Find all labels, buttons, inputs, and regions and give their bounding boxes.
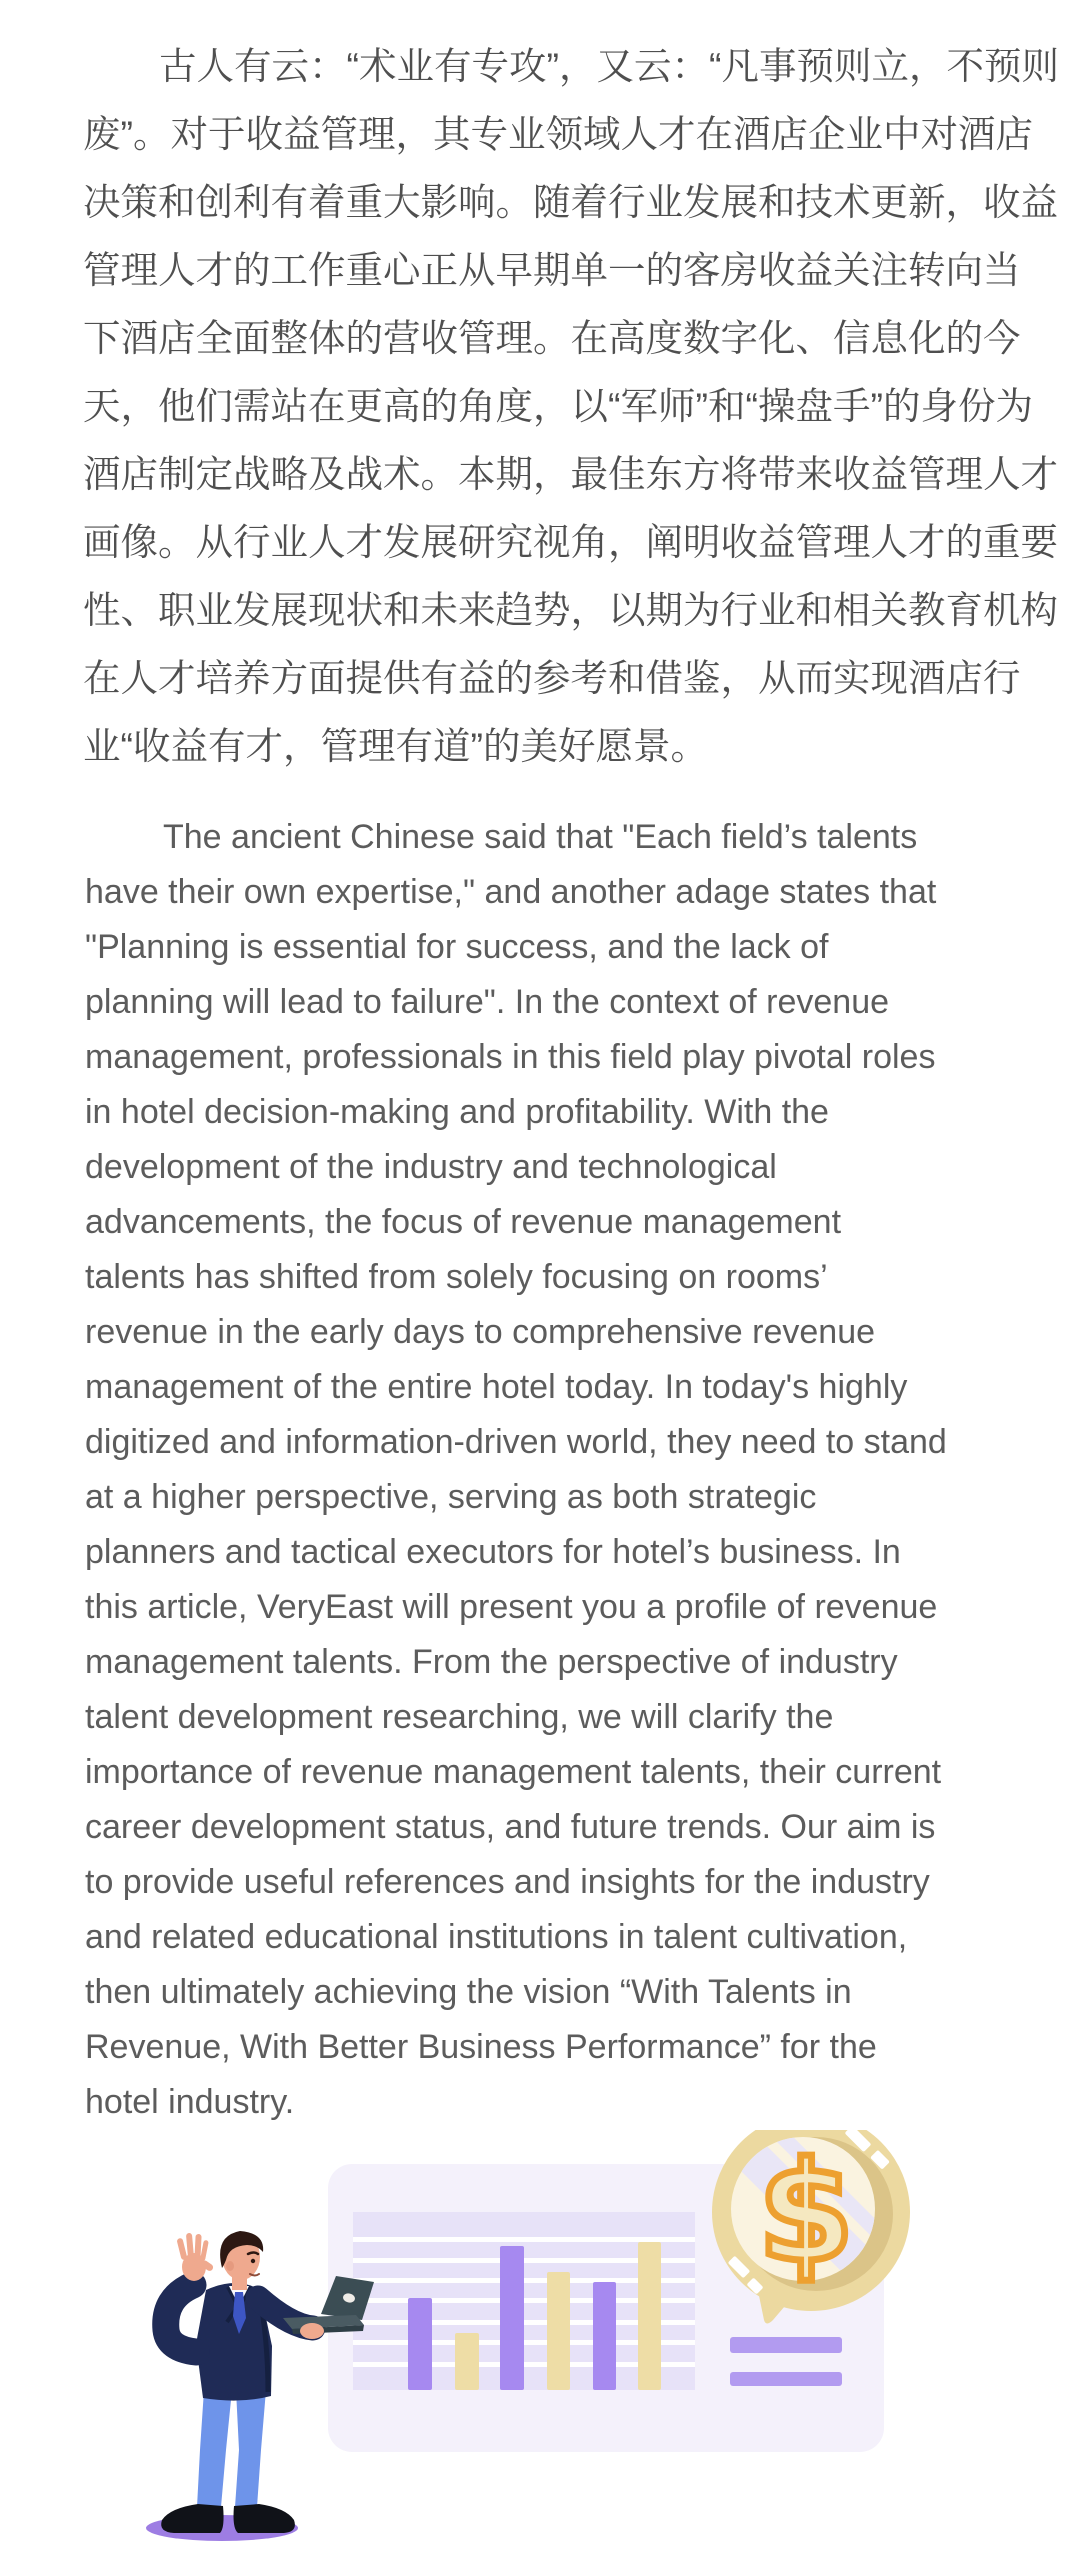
chinese-text-line: 古人有云：“术业有专攻”，又云：“凡事预则立，不预则 xyxy=(159,45,1059,87)
chinese-text-line: 废”。对于收益管理，其专业领域人才在酒店企业中对酒店 xyxy=(83,113,1033,155)
english-paragraph xyxy=(85,810,947,2130)
dollar-sign: $ xyxy=(757,2132,855,2293)
bar xyxy=(593,2282,616,2390)
holding-hand xyxy=(300,2323,324,2339)
revenue-illustration xyxy=(0,2130,1080,2550)
bar xyxy=(408,2298,432,2390)
waving-arm xyxy=(166,2285,196,2352)
chinese-text-line: 决策和创利有着重大影响。随着行业发展和技术更新，收益 xyxy=(83,181,1058,223)
chinese-text-line: 天，他们需站在更高的角度，以“军师”和“操盘手”的身份为 xyxy=(83,385,1033,427)
ear xyxy=(226,2261,234,2271)
chinese-text-line: 在人才培养方面提供有益的参考和借鉴，从而实现酒店行 xyxy=(83,657,1021,699)
left-leg xyxy=(197,2390,232,2507)
bar xyxy=(547,2272,570,2390)
english-text-line: at a higher perspective, serving as both strategic xyxy=(85,1478,817,1516)
english-text-line: this article, VeryEast will present you a profile of revenue xyxy=(85,1588,938,1626)
english-text-line: "Planning is essential for success, and the lack of xyxy=(85,928,829,966)
english-text-line: development of the industry and technological xyxy=(85,1148,777,1186)
bar xyxy=(638,2242,661,2390)
chinese-text-line: 酒店制定战略及战术。本期，最佳东方将带来收益管理人才 xyxy=(83,453,1058,495)
english-text-line: digitized and information-driven world, they need to stand xyxy=(85,1423,947,1461)
english-text-line: then ultimately achieving the vision “With Talents in xyxy=(85,1973,852,2011)
english-text-line: talents has shifted from solely focusing on rooms’ xyxy=(85,1258,828,1296)
english-text-line: revenue in the early days to comprehensive revenue xyxy=(85,1313,876,1351)
english-text-line: management of the entire hotel today. In today's highly xyxy=(85,1368,908,1406)
left-shoe xyxy=(161,2504,223,2533)
english-text-line: in hotel decision-making and profitability. With the xyxy=(85,1093,829,1131)
english-text-line: The ancient Chinese said that "Each field’s talents xyxy=(163,818,918,856)
english-text-line: importance of revenue management talents, their current xyxy=(85,1753,942,1791)
chinese-paragraph xyxy=(83,32,1059,780)
right-shoe xyxy=(234,2504,295,2533)
english-text-line: talent development researching, we will clarify the xyxy=(85,1698,834,1736)
english-text-line: advancements, the focus of revenue management xyxy=(85,1203,842,1241)
right-leg xyxy=(235,2390,266,2507)
english-text-line: Revenue, With Better Business Performance” for the xyxy=(85,2028,877,2066)
eyebrow xyxy=(248,2253,258,2255)
bar xyxy=(500,2246,524,2390)
english-text-line: planning will lead to failure". In the context of revenue xyxy=(85,983,890,1021)
chinese-text-line: 下酒店全面整体的营收管理。在高度数字化、信息化的今 xyxy=(83,317,1021,359)
english-text-line: management talents. From the perspective of industry xyxy=(85,1643,898,1681)
waving-hand xyxy=(176,2233,214,2281)
english-text-line: planners and tactical executors for hotel’s business. In xyxy=(85,1533,901,1571)
chinese-text-line: 管理人才的工作重心正从早期单一的客房收益关注转向当 xyxy=(83,249,1021,291)
chinese-text-line: 性、职业发展现状和未来趋势，以期为行业和相关教育机构 xyxy=(83,589,1058,631)
english-text-line: management, professionals in this field play pivotal roles xyxy=(85,1038,936,1076)
chinese-text-line: 业“收益有才，管理有道”的美好愿景。 xyxy=(83,725,708,767)
english-text-line: hotel industry. xyxy=(85,2083,295,2121)
english-text-line: have their own expertise," and another adage states that xyxy=(85,873,937,911)
english-text-line: career development status, and future trends. Our aim is xyxy=(85,1808,936,1846)
english-text-line: to provide useful references and insights for the industry xyxy=(85,1863,930,1901)
chinese-text-line: 画像。从行业人才发展研究视角，阐明收益管理人才的重要 xyxy=(83,521,1058,563)
eye xyxy=(251,2259,255,2263)
bar xyxy=(455,2333,479,2390)
english-text-line: and related educational institutions in talent cultivation, xyxy=(85,1918,908,1956)
mouth xyxy=(250,2274,259,2276)
